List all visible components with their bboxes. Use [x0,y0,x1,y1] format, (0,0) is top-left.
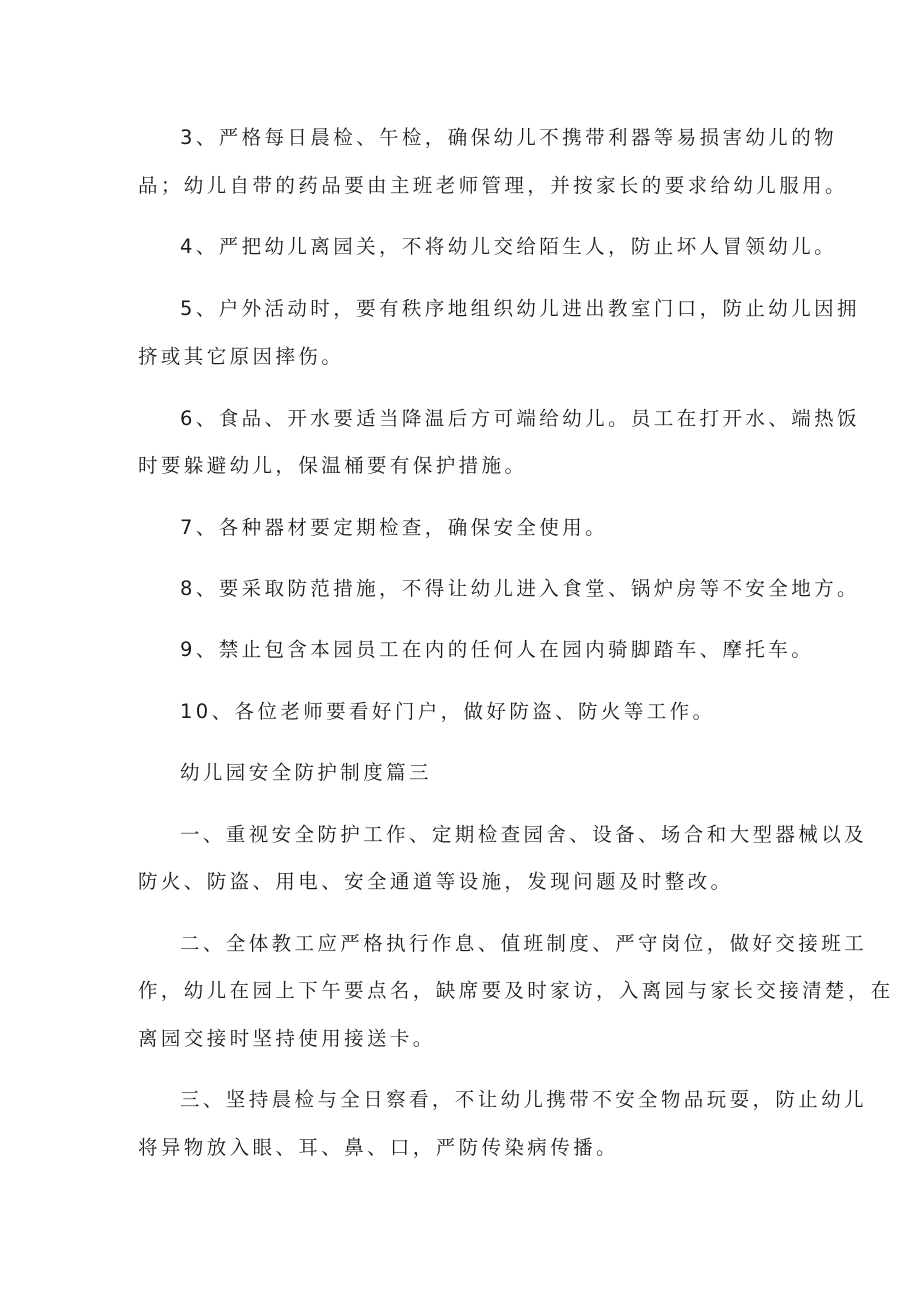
paragraph-line: 10、各位老师要看好门户，做好防盗、防火等工作。 [180,700,716,723]
paragraph-line: 7、各种器材要定期检查，确保安全使用。 [180,516,609,539]
paragraph-line: 时要躲避幼儿，保温桶要有保护措施。 [138,454,528,477]
paragraph-line: 挤或其它原因摔伤。 [138,345,345,368]
paragraph-line: 将异物放入眼、耳、鼻、口，严防传染病传播。 [138,1136,619,1159]
paragraph-line: 二、全体教工应严格执行作息、值班制度、严守岗位，做好交接班工 [180,932,868,955]
section-heading: 幼儿园安全防护制度篇三 [180,761,432,784]
paragraph-line: 品；幼儿自带的药品要由主班老师管理，并按家长的要求给幼儿服用。 [138,174,848,197]
paragraph-line: 8、要采取防范措施，不得让幼儿进入食堂、锅炉房等不安全地方。 [180,577,860,600]
paragraph-line: 5、户外活动时，要有秩序地组织幼儿进出教室门口，防止幼儿因拥 [180,297,860,320]
paragraph-line: 离园交接时坚持使用接送卡。 [138,1027,436,1050]
paragraph-line: 6、食品、开水要适当降温后方可端给幼儿。员工在打开水、端热饭 [180,407,860,430]
paragraph-line: 4、严把幼儿离园关，不将幼儿交给陌生人，防止坏人冒领幼儿。 [180,235,838,258]
paragraph-line: 9、禁止包含本园员工在内的任何人在园内骑脚踏车、摩托车。 [180,638,815,661]
paragraph-line: 一、重视安全防护工作、定期检查园舍、设备、场合和大型器械以及 [180,823,868,846]
paragraph-line: 3、严格每日晨检、午检，确保幼儿不携带利器等易损害幼儿的物 [180,126,838,149]
paragraph-line: 三、坚持晨检与全日察看，不让幼儿携带不安全物品玩耍，防止幼儿 [180,1088,868,1111]
paragraph-line: 作，幼儿在园上下午要点名，缺席要及时家访，入离园与家长交接清楚，在 [138,979,894,1002]
paragraph-line: 防火、防盗、用电、安全通道等设施，发现问题及时整改。 [138,870,734,893]
